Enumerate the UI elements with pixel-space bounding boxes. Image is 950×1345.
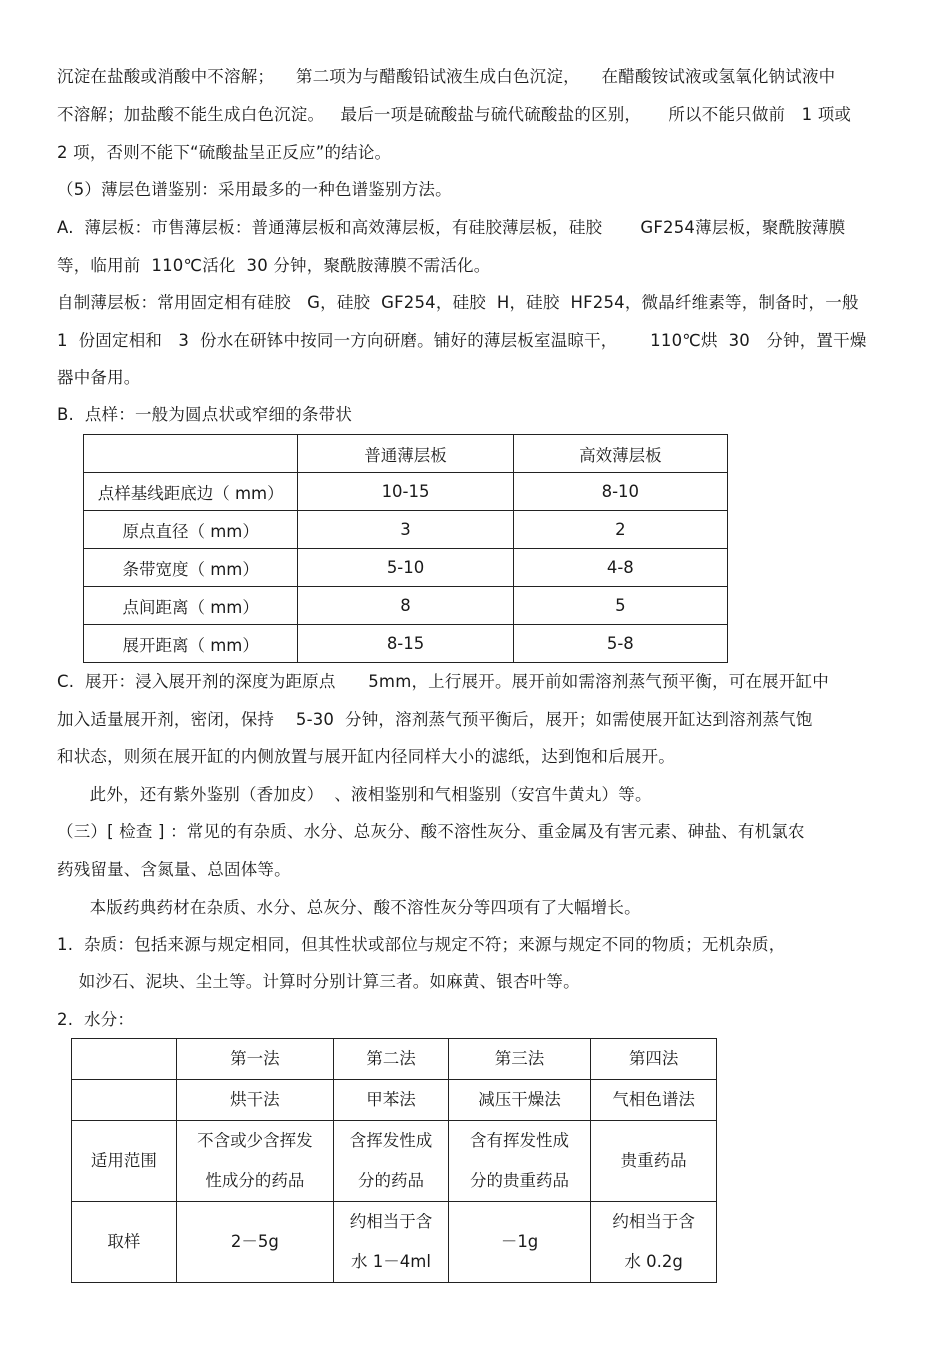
- text-line: 1 份固定相和 3 份水在研钵中按同一方向研磨。铺好的薄层板室温晾干， 110℃烘 30 分钟，置干燥: [57, 331, 867, 350]
- tlc-spotting-table: [83, 434, 728, 663]
- row-label: 点间距离（ mm）: [84, 587, 298, 625]
- table-cell: 不含或少含挥发 性成分的药品: [176, 1121, 333, 1202]
- table-cell: 5-10: [298, 549, 513, 587]
- text-line: 此外，还有紫外鉴别（香加皮） 、液相鉴别和气相鉴别（安宫牛黄丸）等。: [57, 785, 652, 804]
- table-cell: 贵重药品: [591, 1121, 717, 1202]
- table-header-cell: 第三法: [448, 1039, 591, 1080]
- text-line: 不溶解；加盐酸不能生成白色沉淀。 最后一项是硫酸盐与硫代硫酸盐的区别， 所以不能只做前 1 项或: [57, 105, 852, 124]
- text-line: （三）[ 检查 ] ：常见的有杂质、水分、总灰分、酸不溶性灰分、重金属及有害元素、砷盐、有机氯农: [57, 822, 805, 841]
- table-cell: 8-15: [298, 625, 513, 663]
- text-line: 和状态，则须在展开缸的内侧放置与展开缸内径同样大小的滤纸，达到饱和后展开。: [57, 747, 675, 766]
- table-cell: 2－5g: [176, 1202, 333, 1283]
- table-row: [84, 625, 728, 663]
- table-header-row: [72, 1039, 717, 1080]
- table-header-cell: 第四法: [591, 1039, 717, 1080]
- table-cell: [72, 1080, 177, 1121]
- table-cell: 5: [513, 587, 727, 625]
- table-cell: [84, 435, 298, 473]
- table-cell: 5-8: [513, 625, 727, 663]
- table-row: [84, 549, 728, 587]
- table-row: [72, 1121, 717, 1202]
- table-header-cell: 气相色谱法: [591, 1080, 717, 1121]
- row-label: 条带宽度（ mm）: [84, 549, 298, 587]
- table-cell: 含有挥发性成 分的贵重药品: [448, 1121, 591, 1202]
- table-header-cell: 甲苯法: [334, 1080, 449, 1121]
- table-cell: 8-10: [513, 473, 727, 511]
- text-line: B. 点样：一般为圆点状或窄细的条带状: [57, 405, 353, 424]
- table-cell: 10-15: [298, 473, 513, 511]
- text-line: 药残留量、含氮量、总固体等。: [57, 860, 291, 879]
- table-row: [84, 473, 728, 511]
- text-line: 2 项，否则不能下“硫酸盐呈正反应”的结论。: [57, 143, 392, 162]
- table-header-cell: 烘干法: [176, 1080, 333, 1121]
- text-line: 2. 水分：: [57, 1010, 135, 1029]
- text-line: 1. 杂质：包括来源与规定相同，但其性状或部位与规定不符；来源与规定不同的物质；无机杂质，: [57, 935, 786, 954]
- text-line: 沉淀在盐酸或消酸中不溶解； 第二项为与醋酸铅试液生成白色沉淀， 在醋酸铵试液或氢氧化钠试液中: [57, 67, 836, 86]
- table-cell: 约相当于含 水 0.2g: [591, 1202, 717, 1283]
- table-row: [84, 587, 728, 625]
- table-header-cell: 第一法: [176, 1039, 333, 1080]
- text-line: 加入适量展开剂，密闭，保持 5-30 分钟，溶剂蒸气预平衡后，展开；如需使展开缸达到溶剂蒸气饱: [57, 710, 813, 729]
- table-cell: 3: [298, 511, 513, 549]
- text-line: 器中备用。: [57, 368, 141, 387]
- table-header-cell: 减压干燥法: [448, 1080, 591, 1121]
- text-line: A. 薄层板：市售薄层板：普通薄层板和高效薄层板，有硅胶薄层板，硅胶 GF254薄层板，聚酰胺薄膜: [57, 218, 846, 237]
- table-row: [72, 1202, 717, 1283]
- text-line: 等，临用前 110℃活化 30 分钟，聚酰胺薄膜不需活化。: [57, 256, 491, 275]
- table-row: [84, 511, 728, 549]
- table-cell: 约相当于含 水 1－4ml: [334, 1202, 449, 1283]
- table-cell: 2: [513, 511, 727, 549]
- row-label: 原点直径（ mm）: [84, 511, 298, 549]
- table-header-cell: 高效薄层板: [513, 435, 727, 473]
- table-header-cell: 第二法: [334, 1039, 449, 1080]
- row-label: 取样: [72, 1202, 177, 1283]
- text-line: 本版药典药材在杂质、水分、总灰分、酸不溶性灰分等四项有了大幅增长。: [57, 898, 641, 917]
- row-label: 点样基线距底边（ mm）: [84, 473, 298, 511]
- moisture-methods-table: [71, 1038, 717, 1283]
- text-line: 如沙石、泥块、尘土等。计算时分别计算三者。如麻黄、银杏叶等。: [57, 972, 580, 991]
- table-header-row: [72, 1080, 717, 1121]
- table-cell: －1g: [448, 1202, 591, 1283]
- table-cell: 4-8: [513, 549, 727, 587]
- table-cell: 8: [298, 587, 513, 625]
- text-line: 自制薄层板：常用固定相有硅胶 G，硅胶 GF254，硅胶 H，硅胶 HF254，微晶纤维素等，制备时，一般: [57, 293, 859, 312]
- row-label: 适用范围: [72, 1121, 177, 1202]
- row-label: 展开距离（ mm）: [84, 625, 298, 663]
- table-cell: 含挥发性成 分的药品: [334, 1121, 449, 1202]
- table-header-cell: 普通薄层板: [298, 435, 513, 473]
- text-line: C. 展开：浸入展开剂的深度为距原点 5mm，上行展开。展开前如需溶剂蒸气预平衡，可在展开缸中: [57, 672, 829, 691]
- table-header-row: [84, 435, 728, 473]
- table-cell: [72, 1039, 177, 1080]
- text-line: （5）薄层色谱鉴别：采用最多的一种色谱鉴别方法。: [57, 180, 452, 199]
